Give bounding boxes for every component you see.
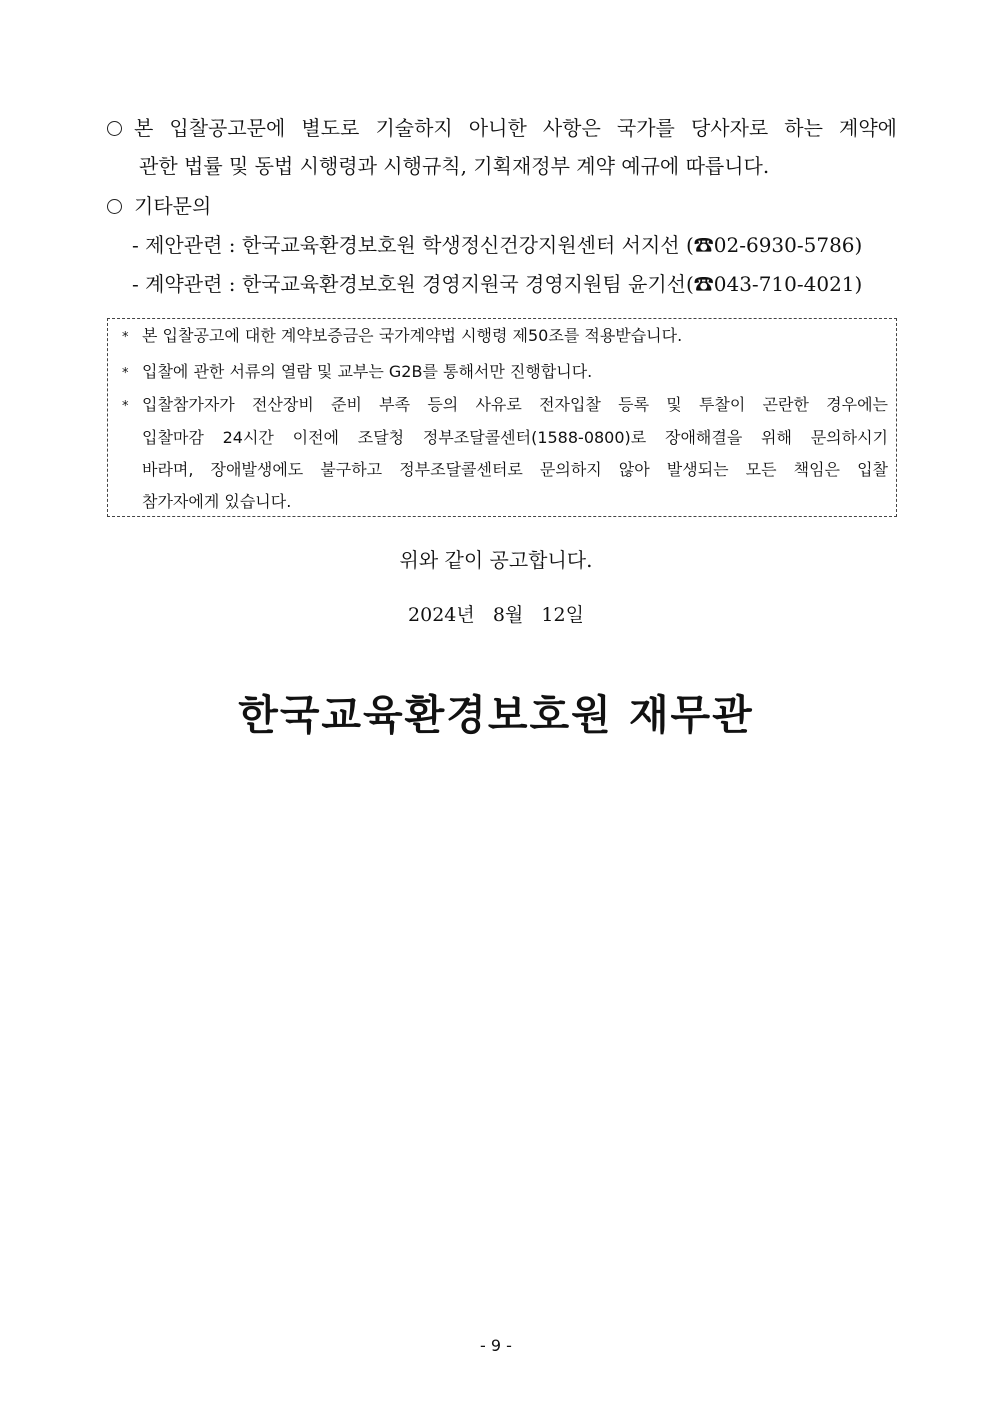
clause-2-line-1	[107, 187, 897, 225]
notice-item-3-line-3: 바라며, 장애발생에도 불구하고 정부조달콜센터로 문의하지 않아 발생되는 모든 책임은 입찰	[142, 460, 888, 479]
notice-box	[107, 318, 897, 517]
notice-item-2	[122, 356, 888, 388]
clause-1-line-1	[107, 109, 897, 147]
clause-1-text-line-1: 본 입찰공고문에 별도로 기술하지 아니한 사항은 국가를 당사자로 하는 계약에	[134, 116, 897, 140]
notice-item-3	[122, 389, 888, 421]
notice-item-2-text: 입찰에 관한 서류의 열람 및 교부는 G2B를 통해서만 진행합니다.	[142, 362, 593, 381]
announcement-text: 위와 같이 공고합니다.	[399, 548, 593, 572]
circle-bullet-icon	[107, 121, 122, 136]
asterisk-bullet-icon: *	[122, 399, 129, 414]
notice-item-3-line-2: 입찰마감 24시간 이전에 조달청 정부조달콜센터(1588-0800)로 장애해결을 위해 문의하시기	[142, 428, 888, 447]
page-number: - 9 -	[480, 1336, 512, 1355]
asterisk-bullet-icon: *	[122, 366, 129, 381]
asterisk-bullet-icon: *	[122, 330, 129, 345]
signer-title: 한국교육환경보호원 재무관	[238, 691, 754, 739]
circle-bullet-icon	[107, 199, 122, 214]
announcement-date: 2024년 8월 12일	[408, 604, 584, 626]
contact-proposal: - 제안관련 : 한국교육환경보호원 학생정신건강지원센터 서지선 (☎02-6930-5786)	[132, 233, 863, 257]
notice-item-1-text: 본 입찰공고에 대한 계약보증금은 국가계약법 시행령 제50조를 적용받습니다.	[142, 326, 683, 345]
notice-item-3-text-line-1: 입찰참가자가 전산장비 준비 부족 등의 사유로 전자입찰 등록 및 투찰이 곤란한 경우에는	[142, 395, 888, 414]
clause-1-text-line-2: 관한 법률 및 동법 시행령과 시행규칙, 기획재정부 계약 예규에 따릅니다.	[139, 154, 770, 178]
notice-item-1	[122, 320, 888, 352]
notice-item-3-line-4: 참가자에게 있습니다.	[142, 492, 292, 511]
contact-contract: - 계약관련 : 한국교육환경보호원 경영지원국 경영지원팀 윤기선(☎043-710-4021)	[132, 272, 863, 296]
clause-2-text: 기타문의	[134, 194, 212, 218]
clause-1-line-2	[107, 147, 897, 185]
